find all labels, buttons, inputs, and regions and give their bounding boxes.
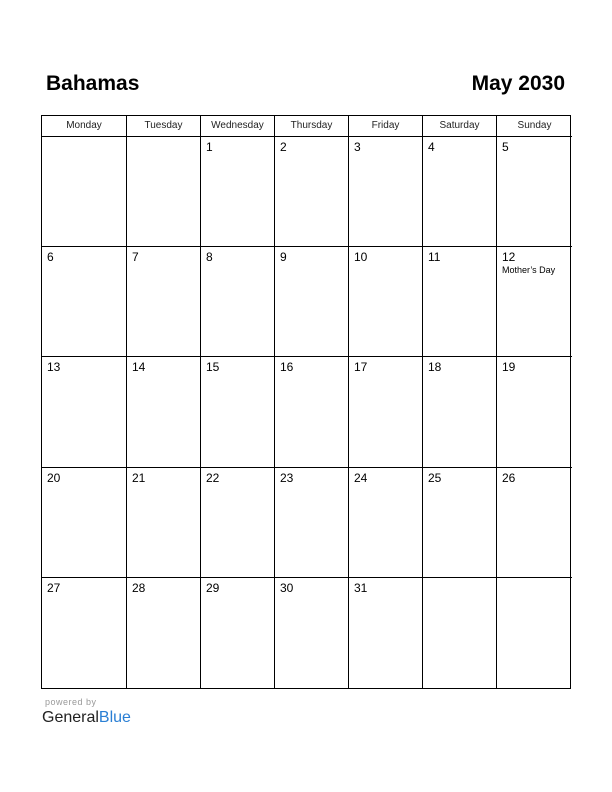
day-cell — [275, 137, 349, 247]
day-number: 18 — [428, 360, 442, 375]
day-number: 12 — [502, 250, 516, 265]
weekday-header-saturday: Saturday — [423, 116, 497, 137]
day-cell — [423, 137, 497, 247]
day-cell — [127, 247, 201, 357]
weekday-header-friday: Friday — [349, 116, 423, 137]
day-number: 29 — [206, 580, 220, 595]
country-title: Bahamas — [46, 72, 140, 95]
holiday-label: Mother’s Day — [502, 265, 556, 276]
day-number: 4 — [428, 140, 435, 154]
day-cell — [275, 578, 349, 688]
weekday-header-sunday: Sunday — [497, 116, 572, 137]
day-number: 19 — [502, 360, 516, 375]
day-cell — [423, 468, 497, 578]
day-cell — [497, 247, 572, 357]
day-number: 3 — [354, 140, 361, 154]
day-cell — [275, 468, 349, 578]
day-number: 17 — [354, 360, 368, 375]
day-number: 14 — [132, 360, 146, 375]
day-cell — [42, 247, 127, 357]
day-cell — [127, 468, 201, 578]
day-cell — [127, 357, 201, 467]
day-number: 30 — [280, 580, 294, 595]
day-cell — [423, 578, 497, 688]
day-cell — [275, 357, 349, 467]
day-cell — [349, 357, 423, 467]
day-number: 8 — [206, 250, 213, 265]
day-cell — [201, 247, 275, 357]
day-number: 7 — [132, 250, 139, 265]
day-number: 10 — [354, 250, 368, 265]
day-cell — [349, 578, 423, 688]
powered-by-label: powered by — [45, 697, 97, 707]
day-number: 20 — [47, 470, 61, 485]
day-cell — [349, 468, 423, 578]
day-number: 28 — [132, 580, 146, 595]
day-number: 26 — [502, 470, 516, 485]
day-cell — [349, 247, 423, 357]
month-year-title: May 2030 — [471, 72, 565, 95]
day-cell — [497, 357, 572, 467]
day-cell — [127, 137, 201, 247]
day-cell — [497, 137, 572, 247]
brand-general-text: General — [42, 709, 99, 726]
day-cell — [201, 137, 275, 247]
calendar-grid — [41, 115, 571, 689]
day-number: 16 — [280, 360, 294, 375]
weekday-header-thursday: Thursday — [275, 116, 349, 137]
day-number: 11 — [428, 250, 441, 265]
brand-blue-text: Blue — [98, 709, 131, 726]
day-number: 13 — [47, 360, 61, 375]
day-number: 22 — [206, 470, 220, 485]
day-number: 1 — [206, 140, 213, 154]
generalblue-logo[interactable] — [42, 708, 131, 728]
day-cell — [423, 247, 497, 357]
day-cell — [201, 357, 275, 467]
day-cell — [42, 357, 127, 467]
day-number: 15 — [206, 360, 220, 375]
day-cell — [42, 137, 127, 247]
day-cell — [423, 357, 497, 467]
day-number: 25 — [428, 470, 442, 485]
day-cell — [42, 578, 127, 688]
day-cell — [42, 468, 127, 578]
day-number: 2 — [280, 140, 287, 154]
day-number: 6 — [47, 250, 54, 265]
day-cell — [127, 578, 201, 688]
day-cell — [275, 247, 349, 357]
weekday-header-tuesday: Tuesday — [127, 116, 201, 137]
day-cell — [201, 578, 275, 688]
day-cell — [201, 468, 275, 578]
day-number: 24 — [354, 470, 368, 485]
day-cell — [349, 137, 423, 247]
weekday-header-monday: Monday — [42, 116, 127, 137]
day-number: 27 — [47, 580, 61, 595]
weekday-header-wednesday: Wednesday — [201, 116, 275, 137]
day-number: 21 — [132, 470, 146, 485]
day-cell — [497, 468, 572, 578]
day-cell — [497, 578, 572, 688]
day-number: 31 — [354, 580, 368, 595]
day-number: 5 — [502, 140, 509, 154]
day-number: 23 — [280, 470, 294, 485]
day-number: 9 — [280, 250, 287, 265]
